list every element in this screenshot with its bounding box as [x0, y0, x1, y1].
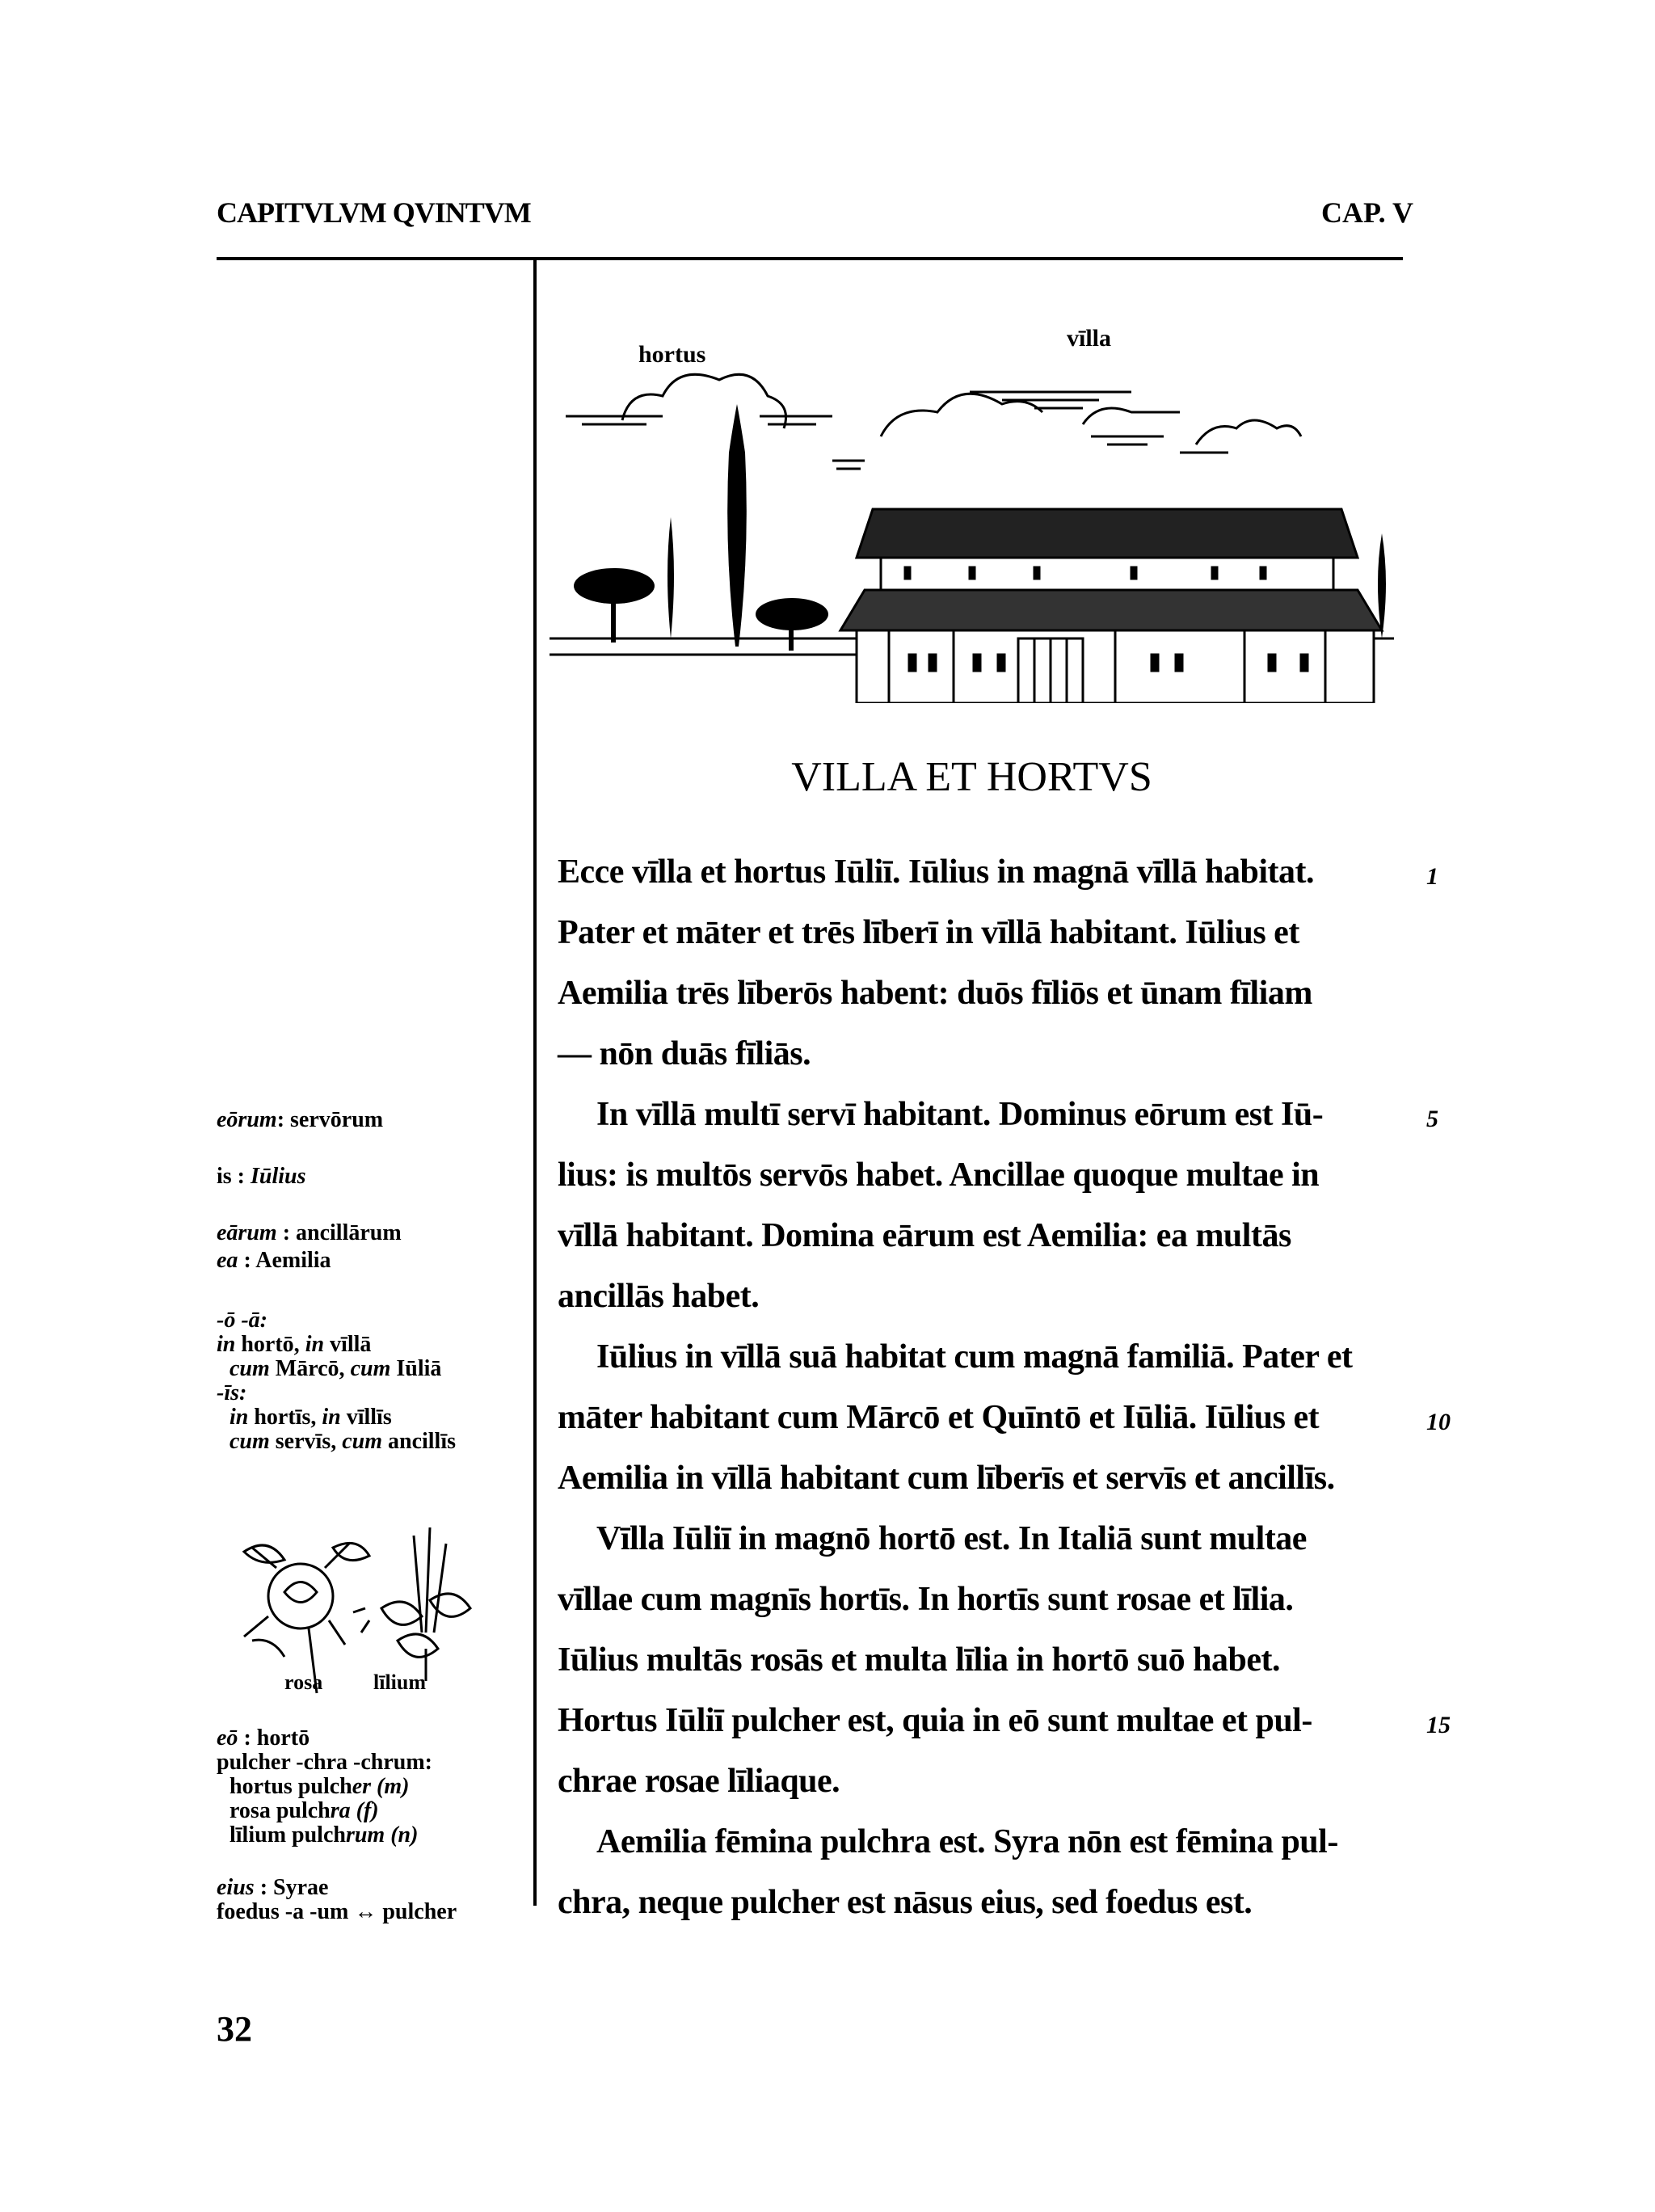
label-hortus: hortus — [638, 341, 706, 368]
margin-note-eo: eō : hortō — [217, 1725, 310, 1751]
margin-note-eius: eius : Syrae — [217, 1875, 329, 1900]
text-line: Vīlla Iūliī in magnō hortō est. In Italiā sunt multae — [596, 1520, 1307, 1557]
label-lilium: līlium — [373, 1671, 427, 1694]
margin-note-cum-marco: cum Mārcō, cum Iūliā — [230, 1356, 442, 1381]
running-head-chapter: CAPITVLVM QVINTVM — [217, 196, 531, 229]
text-line: Aemilia in vīllā habitant cum līberīs et servīs et ancillīs. — [558, 1460, 1335, 1497]
text-line: chra, neque pulcher est nāsus eius, sed foedus est. — [558, 1884, 1253, 1921]
text-line: chrae rosae līliaque. — [558, 1763, 840, 1800]
text-line: Iūlius in vīllā suā habitat cum magnā familiā. Pater et — [596, 1338, 1353, 1376]
text-line: Iūlius multās rosās et multa līlia in hortō suō habet. — [558, 1641, 1281, 1679]
label-rosa: rosa — [284, 1671, 323, 1694]
line-number: 10 — [1426, 1409, 1451, 1435]
villa-garden-illustration — [550, 315, 1394, 703]
clouds — [566, 374, 1301, 469]
margin-note-lilium-pulchrum: līlium pulchrum (n) — [230, 1822, 419, 1848]
column-divider — [533, 257, 537, 1906]
margin-note-is: is : Iūlius — [217, 1164, 306, 1189]
text-line: Aemilia trēs līberōs habent: duōs fīliōs et ūnam fīliam — [558, 975, 1312, 1012]
margin-note-ea: ea : Aemilia — [217, 1248, 331, 1273]
margin-note-in-hortis: in hortīs, in vīllīs — [230, 1405, 392, 1430]
margin-note-hortus-pulcher: hortus pulcher (m) — [230, 1774, 410, 1799]
line-number: 15 — [1426, 1712, 1451, 1738]
margin-note-foedus: foedus -a -um ↔ pulcher — [217, 1899, 457, 1924]
label-villa: vīlla — [1067, 325, 1112, 352]
text-line: lius: is multōs servōs habet. Ancillae quoque multae in — [558, 1157, 1320, 1194]
margin-note-rosa-pulchra: rosa pulchra (f) — [230, 1798, 379, 1823]
line-number: 1 — [1426, 863, 1438, 890]
header-rule — [217, 257, 1403, 260]
text-line: vīllā habitant. Domina eārum est Aemilia: ea multās — [558, 1217, 1291, 1254]
text-line: māter habitant cum Mārcō et Quīntō et Iūliā. Iūlius et — [558, 1399, 1320, 1436]
page-number: 32 — [217, 2009, 252, 2049]
text-line: Ecce vīlla et hortus Iūliī. Iūlius in magnā vīllā habitat. — [558, 853, 1314, 891]
margin-note-ending-is: -īs: — [217, 1380, 247, 1405]
margin-note-in-horto: in hortō, in vīllā — [217, 1332, 372, 1357]
text-line: ancillās habet. — [558, 1278, 760, 1315]
text-line: Aemilia fēmina pulchra est. Syra nōn est fēmina pul- — [596, 1823, 1338, 1860]
text-line: vīllae cum magnīs hortīs. In hortīs sunt rosae et līlia. — [558, 1581, 1294, 1618]
rose-lily-illustration — [228, 1519, 503, 1705]
margin-note-earum: eārum : ancillārum — [217, 1220, 402, 1245]
line-number: 5 — [1426, 1106, 1438, 1132]
text-line: Hortus Iūliī pulcher est, quia in eō sunt multae et pul- — [558, 1702, 1312, 1739]
running-head-chapter-short: CAP. V — [1321, 196, 1414, 229]
chapter-title: VILLA ET HORTVS — [791, 754, 1152, 800]
margin-note-cum-servis: cum servīs, cum ancillīs — [230, 1429, 457, 1454]
text-line: — nōn duās fīliās. — [558, 1035, 811, 1072]
text-line: Pater et māter et trēs līberī in vīllā habitant. Iūlius et — [558, 914, 1299, 951]
margin-note-pulcher-decl: pulcher -chra -chrum: — [217, 1750, 432, 1775]
margin-note-ending-o-a: -ō -ā: — [217, 1308, 267, 1333]
text-line: In vīllā multī servī habitant. Dominus eōrum est Iū- — [596, 1096, 1324, 1133]
villa-building — [840, 509, 1382, 703]
margin-note-eorum: eōrum: servōrum — [217, 1107, 384, 1132]
